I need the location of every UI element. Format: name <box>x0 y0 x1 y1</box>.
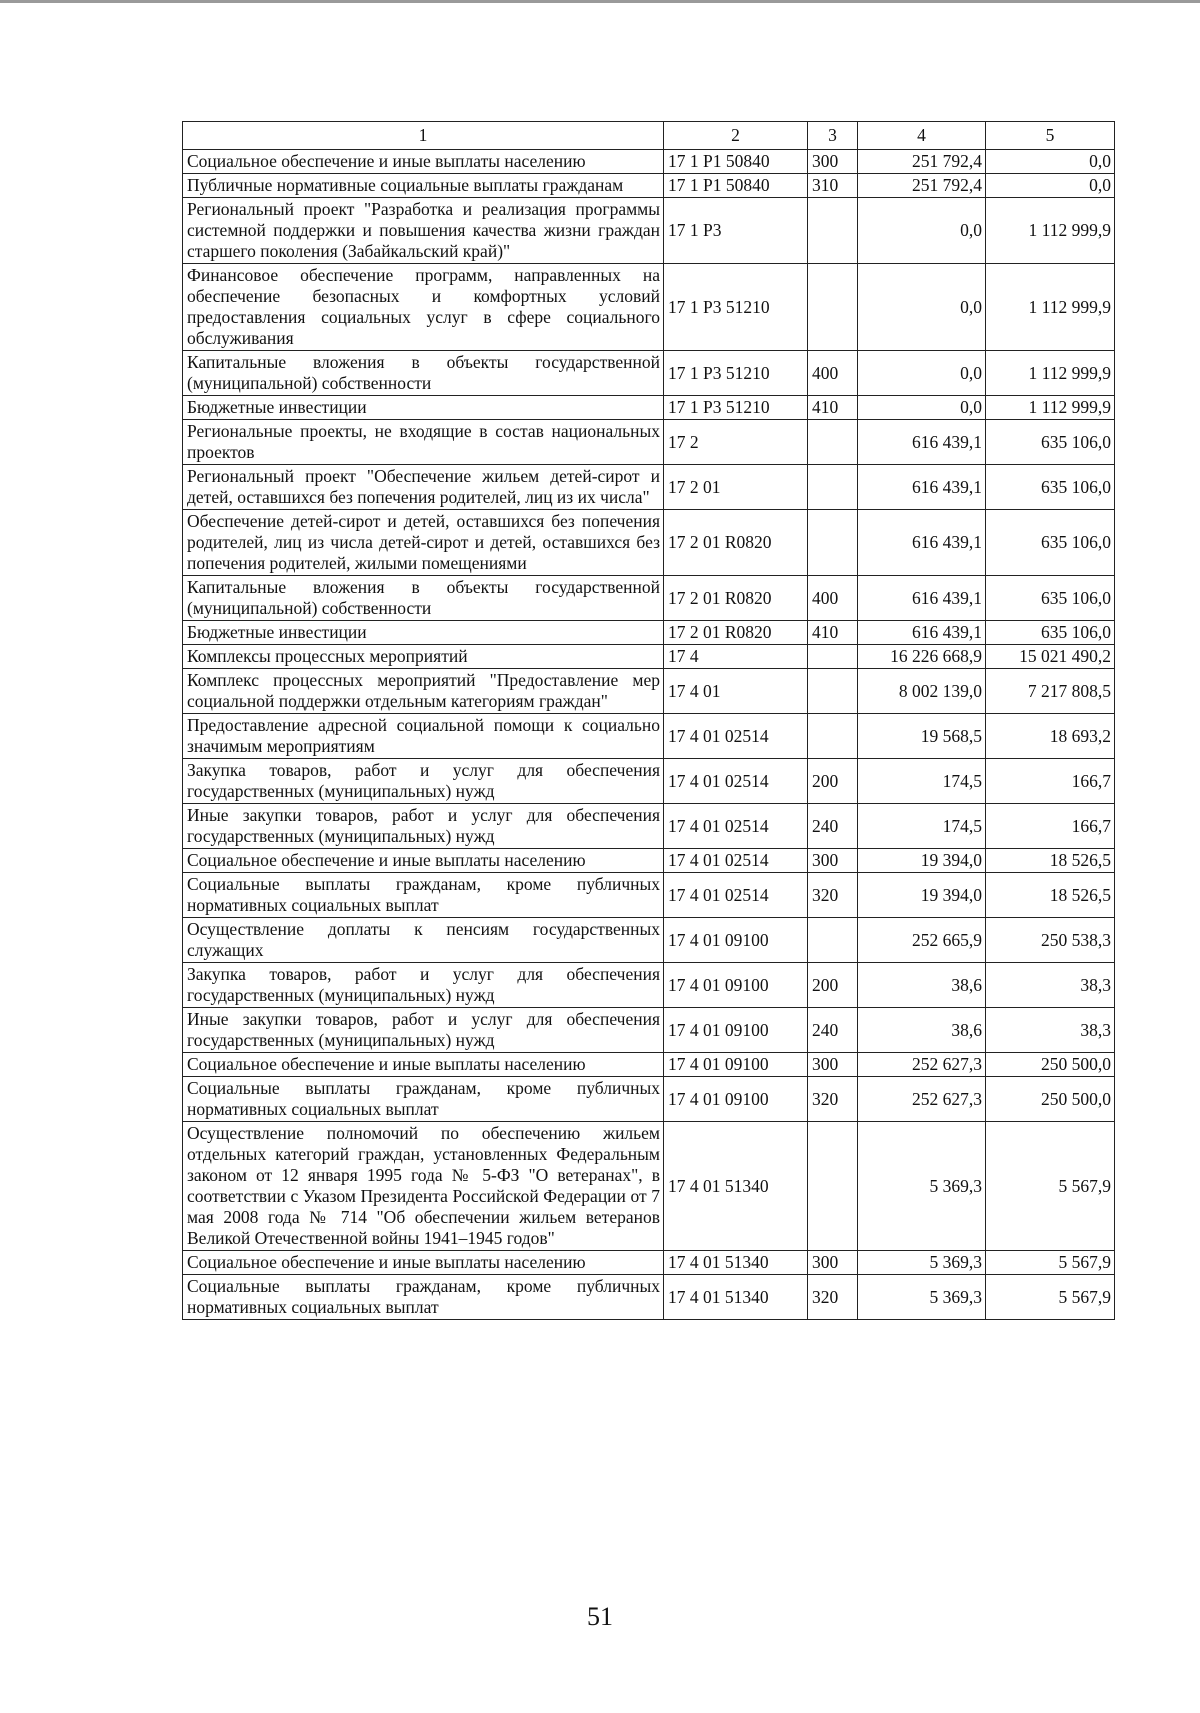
row-expense-type-cell <box>808 420 858 465</box>
row-amount-year1-cell: 251 792,4 <box>858 174 986 198</box>
row-code-cell: 17 4 01 02514 <box>664 714 808 759</box>
row-code-cell: 17 2 01 R0820 <box>664 576 808 621</box>
table-row <box>183 873 1115 918</box>
table-row <box>183 396 1115 420</box>
row-amount-year2-cell: 1 112 999,9 <box>986 264 1115 351</box>
table-row <box>183 576 1115 621</box>
row-name-cell: Социальное обеспечение и иные выплаты населению <box>183 1251 664 1275</box>
row-amount-year1-cell: 616 439,1 <box>858 420 986 465</box>
row-amount-year2-cell: 1 112 999,9 <box>986 351 1115 396</box>
row-name-cell: Социальные выплаты гражданам, кроме публичных нормативных социальных выплат <box>183 1275 664 1320</box>
header-col-1: 1 <box>183 122 664 150</box>
row-amount-year1-cell: 252 627,3 <box>858 1077 986 1122</box>
row-amount-year2-cell: 635 106,0 <box>986 420 1115 465</box>
row-code-cell: 17 2 01 R0820 <box>664 510 808 576</box>
row-amount-year1-cell: 38,6 <box>858 963 986 1008</box>
row-code-cell: 17 2 01 R0820 <box>664 621 808 645</box>
table-row <box>183 1251 1115 1275</box>
table-header-row <box>183 122 1115 150</box>
row-amount-year1-cell: 0,0 <box>858 198 986 264</box>
row-name-cell: Социальные выплаты гражданам, кроме публичных нормативных социальных выплат <box>183 873 664 918</box>
row-expense-type-cell: 300 <box>808 849 858 873</box>
row-amount-year1-cell: 252 665,9 <box>858 918 986 963</box>
row-name-cell: Региональный проект "Обеспечение жильем детей-сирот и детей, оставшихся без попечения родителей, лиц из их числа" <box>183 465 664 510</box>
row-amount-year2-cell: 166,7 <box>986 804 1115 849</box>
row-name-cell: Иные закупки товаров, работ и услуг для обеспечения государственных (муниципальных) нужд <box>183 804 664 849</box>
row-name-cell: Капитальные вложения в объекты государственной (муниципальной) собственности <box>183 351 664 396</box>
row-amount-year1-cell: 616 439,1 <box>858 621 986 645</box>
row-amount-year1-cell: 0,0 <box>858 396 986 420</box>
row-amount-year1-cell: 19 568,5 <box>858 714 986 759</box>
page-number: 51 <box>587 1602 613 1631</box>
row-code-cell: 17 1 P3 51210 <box>664 264 808 351</box>
row-amount-year1-cell: 174,5 <box>858 759 986 804</box>
row-name-cell: Финансовое обеспечение программ, направленных на обеспечение безопасных и комфортных условий предоставления социальных услуг в сфере социального обслуживания <box>183 264 664 351</box>
row-expense-type-cell: 200 <box>808 759 858 804</box>
row-amount-year1-cell: 38,6 <box>858 1008 986 1053</box>
table-row <box>183 1008 1115 1053</box>
table-row <box>183 420 1115 465</box>
row-amount-year1-cell: 251 792,4 <box>858 150 986 174</box>
row-code-cell: 17 4 01 09100 <box>664 918 808 963</box>
row-amount-year1-cell: 174,5 <box>858 804 986 849</box>
row-amount-year2-cell: 635 106,0 <box>986 621 1115 645</box>
row-amount-year2-cell: 18 526,5 <box>986 873 1115 918</box>
row-code-cell: 17 4 01 51340 <box>664 1275 808 1320</box>
table-row <box>183 1122 1115 1251</box>
table-row <box>183 645 1115 669</box>
table-row <box>183 1053 1115 1077</box>
row-expense-type-cell <box>808 645 858 669</box>
header-col-3: 3 <box>808 122 858 150</box>
row-code-cell: 17 2 01 <box>664 465 808 510</box>
table-row <box>183 621 1115 645</box>
table-row <box>183 465 1115 510</box>
row-expense-type-cell <box>808 510 858 576</box>
row-code-cell: 17 4 01 <box>664 669 808 714</box>
budget-table <box>182 121 1115 1320</box>
row-expense-type-cell <box>808 918 858 963</box>
row-code-cell: 17 4 01 02514 <box>664 804 808 849</box>
row-amount-year2-cell: 18 693,2 <box>986 714 1115 759</box>
row-amount-year1-cell: 252 627,3 <box>858 1053 986 1077</box>
row-amount-year1-cell: 16 226 668,9 <box>858 645 986 669</box>
row-name-cell: Социальные выплаты гражданам, кроме публичных нормативных социальных выплат <box>183 1077 664 1122</box>
row-code-cell: 17 4 01 09100 <box>664 1008 808 1053</box>
row-code-cell: 17 1 P3 <box>664 198 808 264</box>
row-amount-year2-cell: 5 567,9 <box>986 1275 1115 1320</box>
row-name-cell: Региональный проект "Разработка и реализация программы системной поддержки и повышения качества жизни граждан старшего поколения (Забайкальский край)" <box>183 198 664 264</box>
row-name-cell: Иные закупки товаров, работ и услуг для обеспечения государственных (муниципальных) нужд <box>183 1008 664 1053</box>
row-name-cell: Осуществление доплаты к пенсиям государственных служащих <box>183 918 664 963</box>
row-code-cell: 17 4 01 02514 <box>664 849 808 873</box>
table-row <box>183 510 1115 576</box>
row-amount-year2-cell: 38,3 <box>986 963 1115 1008</box>
row-code-cell: 17 1 P3 51210 <box>664 351 808 396</box>
row-amount-year1-cell: 19 394,0 <box>858 849 986 873</box>
row-expense-type-cell: 410 <box>808 396 858 420</box>
row-name-cell: Социальное обеспечение и иные выплаты населению <box>183 849 664 873</box>
row-expense-type-cell <box>808 714 858 759</box>
row-expense-type-cell: 240 <box>808 1008 858 1053</box>
row-amount-year1-cell: 0,0 <box>858 351 986 396</box>
row-amount-year1-cell: 8 002 139,0 <box>858 669 986 714</box>
row-code-cell: 17 4 01 09100 <box>664 1053 808 1077</box>
table-row <box>183 714 1115 759</box>
row-amount-year1-cell: 616 439,1 <box>858 510 986 576</box>
row-expense-type-cell <box>808 198 858 264</box>
row-amount-year1-cell: 616 439,1 <box>858 465 986 510</box>
row-expense-type-cell <box>808 1122 858 1251</box>
row-amount-year2-cell: 38,3 <box>986 1008 1115 1053</box>
row-amount-year2-cell: 1 112 999,9 <box>986 198 1115 264</box>
header-col-4: 4 <box>858 122 986 150</box>
row-amount-year2-cell: 250 538,3 <box>986 918 1115 963</box>
row-expense-type-cell <box>808 669 858 714</box>
scan-top-edge <box>0 0 1200 3</box>
row-code-cell: 17 4 01 09100 <box>664 963 808 1008</box>
row-name-cell: Региональные проекты, не входящие в состав национальных проектов <box>183 420 664 465</box>
row-amount-year1-cell: 5 369,3 <box>858 1122 986 1251</box>
row-amount-year1-cell: 616 439,1 <box>858 576 986 621</box>
table-row <box>183 1275 1115 1320</box>
row-code-cell: 17 2 <box>664 420 808 465</box>
row-amount-year2-cell: 7 217 808,5 <box>986 669 1115 714</box>
row-code-cell: 17 1 P1 50840 <box>664 150 808 174</box>
row-code-cell: 17 4 01 02514 <box>664 759 808 804</box>
row-name-cell: Обеспечение детей-сирот и детей, оставшихся без попечения родителей, лиц из числа детей-сирот и детей, оставшихся без попечения родителей, жилыми помещениями <box>183 510 664 576</box>
header-col-2: 2 <box>664 122 808 150</box>
row-amount-year1-cell: 5 369,3 <box>858 1275 986 1320</box>
row-code-cell: 17 1 P1 50840 <box>664 174 808 198</box>
row-expense-type-cell: 240 <box>808 804 858 849</box>
row-expense-type-cell <box>808 465 858 510</box>
table-body <box>183 122 1115 1320</box>
row-amount-year2-cell: 0,0 <box>986 150 1115 174</box>
row-amount-year2-cell: 1 112 999,9 <box>986 396 1115 420</box>
row-name-cell: Осуществление полномочий по обеспечению жильем отдельных категорий граждан, установленных Федеральным законом от 12 января 1995 года № 5-ФЗ "О ветеранах", в соответствии с Указом Президента Российской Федерации от 7 мая 2008 года № 714 "Об обеспечении жильем ветеранов Великой Отечественной войны 1941–1945 годов" <box>183 1122 664 1251</box>
row-expense-type-cell: 300 <box>808 1251 858 1275</box>
table-row <box>183 918 1115 963</box>
row-name-cell: Социальное обеспечение и иные выплаты населению <box>183 150 664 174</box>
table-row <box>183 351 1115 396</box>
table-row <box>183 759 1115 804</box>
row-name-cell: Предоставление адресной социальной помощи к социально значимым мероприятиям <box>183 714 664 759</box>
row-expense-type-cell: 310 <box>808 174 858 198</box>
row-code-cell: 17 4 01 02514 <box>664 873 808 918</box>
row-code-cell: 17 4 01 51340 <box>664 1251 808 1275</box>
row-name-cell: Социальное обеспечение и иные выплаты населению <box>183 1053 664 1077</box>
row-name-cell: Закупка товаров, работ и услуг для обеспечения государственных (муниципальных) нужд <box>183 963 664 1008</box>
row-amount-year2-cell: 635 106,0 <box>986 465 1115 510</box>
row-amount-year2-cell: 250 500,0 <box>986 1053 1115 1077</box>
row-name-cell: Закупка товаров, работ и услуг для обеспечения государственных (муниципальных) нужд <box>183 759 664 804</box>
row-amount-year2-cell: 635 106,0 <box>986 510 1115 576</box>
row-amount-year2-cell: 166,7 <box>986 759 1115 804</box>
row-code-cell: 17 4 01 51340 <box>664 1122 808 1251</box>
row-expense-type-cell: 300 <box>808 150 858 174</box>
row-amount-year2-cell: 5 567,9 <box>986 1251 1115 1275</box>
row-amount-year2-cell: 5 567,9 <box>986 1122 1115 1251</box>
row-name-cell: Капитальные вложения в объекты государственной (муниципальной) собственности <box>183 576 664 621</box>
row-code-cell: 17 4 <box>664 645 808 669</box>
row-amount-year2-cell: 15 021 490,2 <box>986 645 1115 669</box>
row-amount-year1-cell: 19 394,0 <box>858 873 986 918</box>
table-row <box>183 264 1115 351</box>
row-code-cell: 17 4 01 09100 <box>664 1077 808 1122</box>
row-amount-year2-cell: 635 106,0 <box>986 576 1115 621</box>
row-expense-type-cell: 320 <box>808 1077 858 1122</box>
row-expense-type-cell: 300 <box>808 1053 858 1077</box>
table-row <box>183 804 1115 849</box>
table-row <box>183 849 1115 873</box>
row-expense-type-cell: 400 <box>808 351 858 396</box>
row-expense-type-cell: 410 <box>808 621 858 645</box>
table-row <box>183 150 1115 174</box>
row-code-cell: 17 1 P3 51210 <box>664 396 808 420</box>
table-row <box>183 669 1115 714</box>
row-expense-type-cell: 400 <box>808 576 858 621</box>
row-name-cell: Бюджетные инвестиции <box>183 621 664 645</box>
table-row <box>183 198 1115 264</box>
row-expense-type-cell: 320 <box>808 873 858 918</box>
row-name-cell: Бюджетные инвестиции <box>183 396 664 420</box>
row-name-cell: Публичные нормативные социальные выплаты гражданам <box>183 174 664 198</box>
table-row <box>183 1077 1115 1122</box>
row-name-cell: Комплексы процессных мероприятий <box>183 645 664 669</box>
row-expense-type-cell: 320 <box>808 1275 858 1320</box>
row-name-cell: Комплекс процессных мероприятий "Предоставление мер социальной поддержки отдельным категориям граждан" <box>183 669 664 714</box>
table-row <box>183 963 1115 1008</box>
row-amount-year2-cell: 250 500,0 <box>986 1077 1115 1122</box>
header-col-5: 5 <box>986 122 1115 150</box>
row-expense-type-cell: 200 <box>808 963 858 1008</box>
row-amount-year2-cell: 0,0 <box>986 174 1115 198</box>
row-amount-year1-cell: 5 369,3 <box>858 1251 986 1275</box>
row-expense-type-cell <box>808 264 858 351</box>
row-amount-year1-cell: 0,0 <box>858 264 986 351</box>
table-row <box>183 174 1115 198</box>
row-amount-year2-cell: 18 526,5 <box>986 849 1115 873</box>
